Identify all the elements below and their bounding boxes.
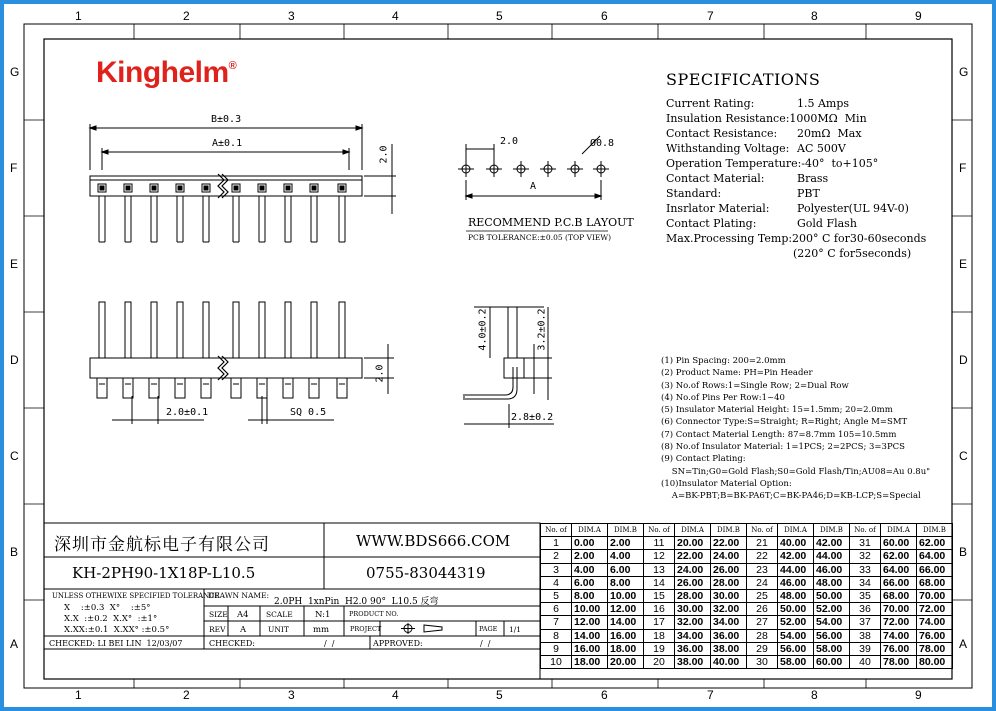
drawn-name: 2.0PH 1xnPin H2.0 90° L10.5 反弯 — [274, 597, 439, 607]
dim-cell: 76.00 — [917, 629, 953, 642]
approved-date: / / — [480, 639, 491, 648]
dim-table-row — [541, 576, 953, 589]
note-line: (6) Connector Type:S=Straight; R=Right; Angle M=SMT — [661, 417, 908, 428]
dim-pcb-hole: Ø0.8 — [590, 138, 615, 149]
ruler-row-A: A — [959, 637, 968, 651]
dim-cell: 2 — [541, 550, 572, 563]
dim-cell: 24.00 — [675, 563, 711, 576]
ruler-row-E: E — [959, 257, 968, 271]
ruler-row-D: D — [10, 353, 19, 367]
ruler-row-C: C — [959, 449, 968, 463]
dim-cell: 27 — [747, 616, 778, 629]
dim-side-32: 3.2±0.2 — [536, 308, 548, 351]
ruler-col-6: 6 — [601, 688, 608, 702]
dim-cell: 74.00 — [881, 629, 917, 642]
ruler-row-E: E — [10, 257, 19, 271]
dim-header-cell: DIM.B — [814, 524, 850, 537]
spec-item — [666, 97, 850, 111]
pcb-hole — [458, 161, 474, 177]
dim-cell: 48.00 — [814, 576, 850, 589]
dim-cell: 46.00 — [778, 576, 814, 589]
dim-cell: 42.00 — [814, 537, 850, 550]
pin-front — [97, 302, 107, 398]
dim-cell: 4.00 — [572, 563, 608, 576]
dim-cell: 66.00 — [917, 563, 953, 576]
dim-cell: 38.00 — [711, 642, 747, 655]
dim-pcb-pitch: 2.0 — [500, 136, 519, 147]
front-view — [90, 302, 394, 424]
pin-front — [175, 302, 185, 398]
dim-cell: 38.00 — [675, 655, 711, 668]
spec-label: Contact Material: — [666, 172, 765, 185]
ruler-col-4: 4 — [392, 688, 399, 702]
dim-cell: 24.00 — [711, 550, 747, 563]
dim-cell: 34.00 — [711, 616, 747, 629]
pin-front — [149, 302, 159, 398]
dim-cell: 48.00 — [778, 589, 814, 602]
dim-cell: 16 — [644, 603, 675, 616]
dim-cell: 36.00 — [711, 629, 747, 642]
dim-cell: 39 — [850, 642, 881, 655]
note-line: (7) Contact Material Length: 87=8.7mm 105=10.5mm — [661, 429, 897, 440]
ruler-row-G: G — [10, 65, 20, 79]
ruler-col-1: 1 — [75, 9, 82, 23]
dim-cell: 18 — [644, 629, 675, 642]
pin-front — [201, 302, 211, 398]
ruler-col-3: 3 — [288, 688, 295, 702]
dim-header-cell: No. of — [850, 524, 881, 537]
dim-cell: 0.00 — [572, 537, 608, 550]
dim-pitch: 2.0±0.1 — [166, 407, 209, 418]
dim-header-cell: No. of — [644, 524, 675, 537]
dim-cell: 19 — [644, 642, 675, 655]
spec-item — [666, 232, 927, 246]
dim-cell: 33 — [850, 563, 881, 576]
dim-header-cell: DIM.A — [778, 524, 814, 537]
dim-cell: 12.00 — [572, 616, 608, 629]
part-number: KH-2PH90-1X18P-L10.5 — [72, 564, 256, 582]
dim-table-row — [541, 603, 953, 616]
dim-cell: 24 — [747, 576, 778, 589]
dim-cell: 78.00 — [917, 642, 953, 655]
ruler-col-5: 5 — [496, 688, 503, 702]
spec-label: Contact Plating: — [666, 217, 757, 230]
dim-cell: 68.00 — [881, 589, 917, 602]
dim-cell: 80.00 — [917, 655, 953, 668]
dim-cell: 37 — [850, 616, 881, 629]
dim-pcb-a: A — [530, 181, 537, 192]
size-value: A4 — [237, 610, 249, 620]
dim-cell: 28 — [747, 629, 778, 642]
dim-cell: 21 — [747, 537, 778, 550]
company-phone: 0755-83044319 — [366, 564, 486, 582]
ruler-col-4: 4 — [392, 9, 399, 23]
dim-cell: 34 — [850, 576, 881, 589]
dim-cell: 74.00 — [917, 616, 953, 629]
pin-front — [231, 302, 241, 398]
page-value: 1/1 — [509, 625, 522, 634]
dim-table-row — [541, 550, 953, 563]
dim-cell: 50.00 — [778, 603, 814, 616]
tolerance-line-3: X.XX:±0.1 X.XX° :±0.5° — [64, 625, 170, 635]
dim-cell: 40 — [850, 655, 881, 668]
dim-cell: 32 — [850, 550, 881, 563]
ruler-col-2: 2 — [183, 688, 190, 702]
spec-value: PBT — [797, 187, 820, 200]
dim-cell: 62.00 — [917, 537, 953, 550]
spec-value: 1.5 Amps — [797, 97, 850, 110]
dim-cell: 29 — [747, 642, 778, 655]
dim-cell: 9 — [541, 642, 572, 655]
dim-cell: 52.00 — [814, 603, 850, 616]
dim-cell: 26.00 — [675, 576, 711, 589]
dim-cell: 17 — [644, 616, 675, 629]
spec-value: 200° C for30-60seconds — [792, 232, 927, 245]
dim-cell: 40.00 — [711, 655, 747, 668]
pcb-tolerance: PCB TOLERANCE:±0.05 (TOP VIEW) — [468, 233, 612, 242]
dim-cell: 26 — [747, 603, 778, 616]
dim-header-cell: No. of — [747, 524, 778, 537]
approved-label: APPROVED: — [373, 639, 423, 648]
pin-front — [123, 302, 133, 398]
ruler-col-1: 1 — [75, 688, 82, 702]
dim-cell: 72.00 — [881, 616, 917, 629]
dim-cell: 44.00 — [814, 550, 850, 563]
dim-header-cell: DIM.A — [572, 524, 608, 537]
dim-cell: 4 — [541, 576, 572, 589]
spec-label: Current Rating: — [666, 97, 755, 110]
dim-cell: 18.00 — [608, 642, 644, 655]
dim-front-height: 2.0 — [374, 364, 386, 383]
dim-cell: 10.00 — [572, 603, 608, 616]
dim-cell: 4.00 — [608, 550, 644, 563]
company-name: 深圳市金航标电子有限公司 — [54, 535, 270, 555]
dim-cell: 14.00 — [572, 629, 608, 642]
ruler-row-F: F — [959, 161, 967, 175]
dim-sq: SQ 0.5 — [290, 407, 327, 418]
dim-cell: 22 — [747, 550, 778, 563]
dim-cell: 31 — [850, 537, 881, 550]
dim-table-row — [541, 537, 953, 550]
dim-cell: 8.00 — [572, 589, 608, 602]
dim-cell: 25 — [747, 589, 778, 602]
note-line: (5) Insulator Material Height: 15=1.5mm; 20=2.0mm — [661, 405, 893, 416]
note-line: (8) No.of Insulator Material: 1=1PCS; 2=2PCS; 3=3PCS — [661, 442, 906, 453]
ruler-row-B: B — [10, 545, 19, 559]
dim-cell: 2.00 — [572, 550, 608, 563]
dim-cell: 11 — [644, 537, 675, 550]
ruler-row-B: B — [959, 545, 968, 559]
scale-label: SCALE — [266, 610, 293, 619]
spec-value: Gold Flash — [797, 217, 857, 230]
note-line: (2) Product Name: PH=Pin Header — [661, 368, 813, 379]
spec-item — [666, 217, 857, 231]
ruler-col-9: 9 — [915, 688, 922, 702]
ruler-col-9: 9 — [915, 9, 922, 23]
note-line: (3) No.of Rows:1=Single Row; 2=Dual Row — [661, 380, 849, 391]
spec-label: Standard: — [666, 187, 722, 200]
pin-front — [337, 302, 347, 398]
note-line: (10)Insulator Material Option: — [661, 478, 792, 489]
dim-cell: 44.00 — [778, 563, 814, 576]
dim-header-cell: DIM.B — [711, 524, 747, 537]
company-website: WWW.BDS666.COM — [356, 532, 511, 550]
dim-cell: 2.00 — [608, 537, 644, 550]
project-label: PROJECT — [350, 625, 382, 633]
brand-logo: Kinghelm® — [96, 56, 237, 89]
dim-header-cell: DIM.B — [917, 524, 953, 537]
dim-cell: 68.00 — [917, 576, 953, 589]
dim-cell: 14 — [644, 576, 675, 589]
ruler-col-8: 8 — [811, 9, 818, 23]
dim-cell: 72.00 — [917, 603, 953, 616]
checked-by: CHECKED: LI BEI LIN 12/03/07 — [49, 639, 183, 648]
spec-value: AC 500V — [797, 142, 846, 155]
dim-cell: 46.00 — [814, 563, 850, 576]
drawn-name-label: DRAWN NAME: — [208, 591, 270, 600]
dim-cell: 70.00 — [917, 589, 953, 602]
dim-cell: 14.00 — [608, 616, 644, 629]
dim-cell: 1 — [541, 537, 572, 550]
dim-a: A±0.1 — [212, 138, 243, 149]
dim-cell: 54.00 — [778, 629, 814, 642]
spec-value: Polyester(UL 94V-0) — [797, 202, 909, 215]
spec-label: Contact Resistance: — [666, 127, 778, 140]
spec-value: (220° C for5seconds) — [793, 247, 912, 260]
spec-value: Brass — [797, 172, 829, 185]
dim-cell: 23 — [747, 563, 778, 576]
dim-cell: 40.00 — [778, 537, 814, 550]
ruler-col-8: 8 — [811, 688, 818, 702]
dim-header-cell: DIM.B — [608, 524, 644, 537]
dim-cell: 10 — [541, 655, 572, 668]
dim-cell: 50.00 — [814, 589, 850, 602]
dim-cell: 60.00 — [814, 655, 850, 668]
ruler-col-2: 2 — [183, 9, 190, 23]
dim-cell: 36 — [850, 603, 881, 616]
dim-cell: 76.00 — [881, 642, 917, 655]
dim-table-row — [541, 589, 953, 602]
dim-cell: 30.00 — [675, 603, 711, 616]
note-line: (1) Pin Spacing: 200=2.0mm — [661, 356, 786, 366]
dim-cell: 66.00 — [881, 576, 917, 589]
dim-cell: 62.00 — [881, 550, 917, 563]
dim-cell: 38 — [850, 629, 881, 642]
dim-table-row — [541, 616, 953, 629]
dim-cell: 28.00 — [711, 576, 747, 589]
tolerance-line-2: X.X :±0.2 X.X° :±1° — [64, 614, 158, 624]
ruler-col-6: 6 — [601, 9, 608, 23]
dim-cell: 64.00 — [881, 563, 917, 576]
dim-cell: 6.00 — [572, 576, 608, 589]
pcb-hole — [593, 161, 609, 177]
dim-cell: 34.00 — [675, 629, 711, 642]
dim-cell: 26.00 — [711, 563, 747, 576]
dim-cell: 16.00 — [608, 629, 644, 642]
dim-cell: 64.00 — [917, 550, 953, 563]
dim-cell: 18.00 — [572, 655, 608, 668]
tolerance-title: UNLESS OTHEWIXE SPECIFIED TOLERANCE — [52, 592, 220, 600]
dim-cell: 36.00 — [675, 642, 711, 655]
dim-cell: 56.00 — [814, 629, 850, 642]
note-line: SN=Tin;G0=Gold Flash;S0=Gold Flash/Tin;AU08=Au 0.8u" — [661, 466, 931, 477]
spec-item — [666, 142, 846, 156]
size-label: SIZE — [209, 610, 228, 619]
dim-cell: 58.00 — [814, 642, 850, 655]
unit-value: mm — [313, 625, 330, 635]
rev-value: A — [240, 625, 247, 635]
dim-cell: 52.00 — [778, 616, 814, 629]
dim-table-row — [541, 655, 953, 668]
ruler-row-C: C — [10, 449, 19, 463]
pcb-hole — [567, 161, 583, 177]
spec-label: Withstanding Voltage: — [666, 142, 790, 155]
dim-cell: 6.00 — [608, 563, 644, 576]
ruler-row-A: A — [10, 637, 19, 651]
note-line: (9) Contact Plating: — [661, 454, 746, 465]
spec-item — [666, 112, 867, 126]
spec-label: Insrlator Material: — [666, 202, 770, 215]
note-line: (4) No.of Pins Per Row:1~40 — [661, 392, 785, 403]
checked-date: / / — [324, 639, 335, 648]
spec-label: Insulation Resistance:1000MΩ Min — [666, 112, 867, 125]
dim-cell: 54.00 — [814, 616, 850, 629]
dim-cell: 16.00 — [572, 642, 608, 655]
dim-cell: 8.00 — [608, 576, 644, 589]
dim-cell: 3 — [541, 563, 572, 576]
specifications-title: SPECIFICATIONS — [666, 70, 821, 89]
dim-cell: 12.00 — [608, 603, 644, 616]
dim-cell: 32.00 — [711, 603, 747, 616]
dim-cell: 8 — [541, 629, 572, 642]
spec-item — [666, 157, 878, 171]
spec-label: Max.Processing Temp: — [666, 232, 793, 245]
dim-cell: 56.00 — [778, 642, 814, 655]
dim-cell: 13 — [644, 563, 675, 576]
dim-cell: 20 — [644, 655, 675, 668]
pcb-hole — [540, 161, 556, 177]
dim-cell: 70.00 — [881, 603, 917, 616]
ordering-notes — [661, 355, 930, 503]
spec-item — [666, 187, 820, 201]
checked-label: CHECKED: — [209, 639, 255, 648]
pin-front — [309, 302, 319, 398]
spec-item — [666, 127, 862, 141]
dim-cell: 30.00 — [711, 589, 747, 602]
dim-table-row — [541, 563, 953, 576]
pcb-hole — [513, 161, 529, 177]
top-view — [90, 124, 396, 242]
dim-cell: 30 — [747, 655, 778, 668]
ruler-row-D: D — [959, 353, 968, 367]
page-label: PAGE — [479, 625, 498, 633]
dim-cell: 60.00 — [881, 537, 917, 550]
dim-cell: 78.00 — [881, 655, 917, 668]
dim-cell: 12 — [644, 550, 675, 563]
ruler-row-F: F — [10, 161, 18, 175]
ruler-col-7: 7 — [707, 9, 714, 23]
dim-cell: 20.00 — [675, 537, 711, 550]
spec-label: Operation Temperature:-40° to+105° — [666, 157, 879, 170]
dim-b: B±0.3 — [211, 114, 242, 125]
dim-cell: 20.00 — [608, 655, 644, 668]
dim-cell: 32.00 — [675, 616, 711, 629]
dim-table-row — [541, 629, 953, 642]
spec-value: 20mΩ Max — [797, 127, 862, 140]
ruler-col-3: 3 — [288, 9, 295, 23]
pcb-hole — [486, 161, 502, 177]
unit-label: UNIT — [268, 625, 289, 634]
dim-cell: 6 — [541, 603, 572, 616]
pcb-layout-title: RECOMMEND P.C.B LAYOUT — [468, 216, 634, 229]
dim-header-cell: DIM.A — [881, 524, 917, 537]
dim-table-row — [541, 642, 953, 655]
dim-cell: 22.00 — [675, 550, 711, 563]
dim-cell: 7 — [541, 616, 572, 629]
note-line: A=BK-PBT;B=BK-PA6T;C=BK-PA46;D=KB-LCP;S=Special — [661, 491, 921, 502]
rev-label: REV — [209, 625, 226, 634]
dim-cell: 42.00 — [778, 550, 814, 563]
pin-front — [257, 302, 267, 398]
pin-front — [283, 302, 293, 398]
dim-cell: 15 — [644, 589, 675, 602]
dim-cell: 58.00 — [778, 655, 814, 668]
dim-cell: 5 — [541, 589, 572, 602]
dim-side-28: 2.8±0.2 — [511, 412, 554, 423]
product-no-label: PRODUCT NO. — [349, 610, 399, 618]
dim-header-cell: DIM.A — [675, 524, 711, 537]
dim-top-height: 2.0 — [378, 145, 390, 164]
scale-value: N:1 — [315, 610, 331, 620]
spec-item — [666, 202, 909, 216]
ruler-col-5: 5 — [496, 9, 503, 23]
ruler-row-G: G — [959, 65, 969, 79]
tolerance-line-1: X :±0.3 X° :±5° — [64, 603, 151, 613]
ruler-col-7: 7 — [707, 688, 714, 702]
dim-side-40: 4.0±0.2 — [477, 308, 489, 351]
dim-cell: 35 — [850, 589, 881, 602]
dim-header-cell: No. of — [541, 524, 572, 537]
dim-cell: 28.00 — [675, 589, 711, 602]
dim-cell: 10.00 — [608, 589, 644, 602]
dim-cell: 22.00 — [711, 537, 747, 550]
dim-table-header — [541, 524, 953, 537]
spec-item — [666, 172, 829, 186]
dimension-table — [540, 523, 953, 669]
